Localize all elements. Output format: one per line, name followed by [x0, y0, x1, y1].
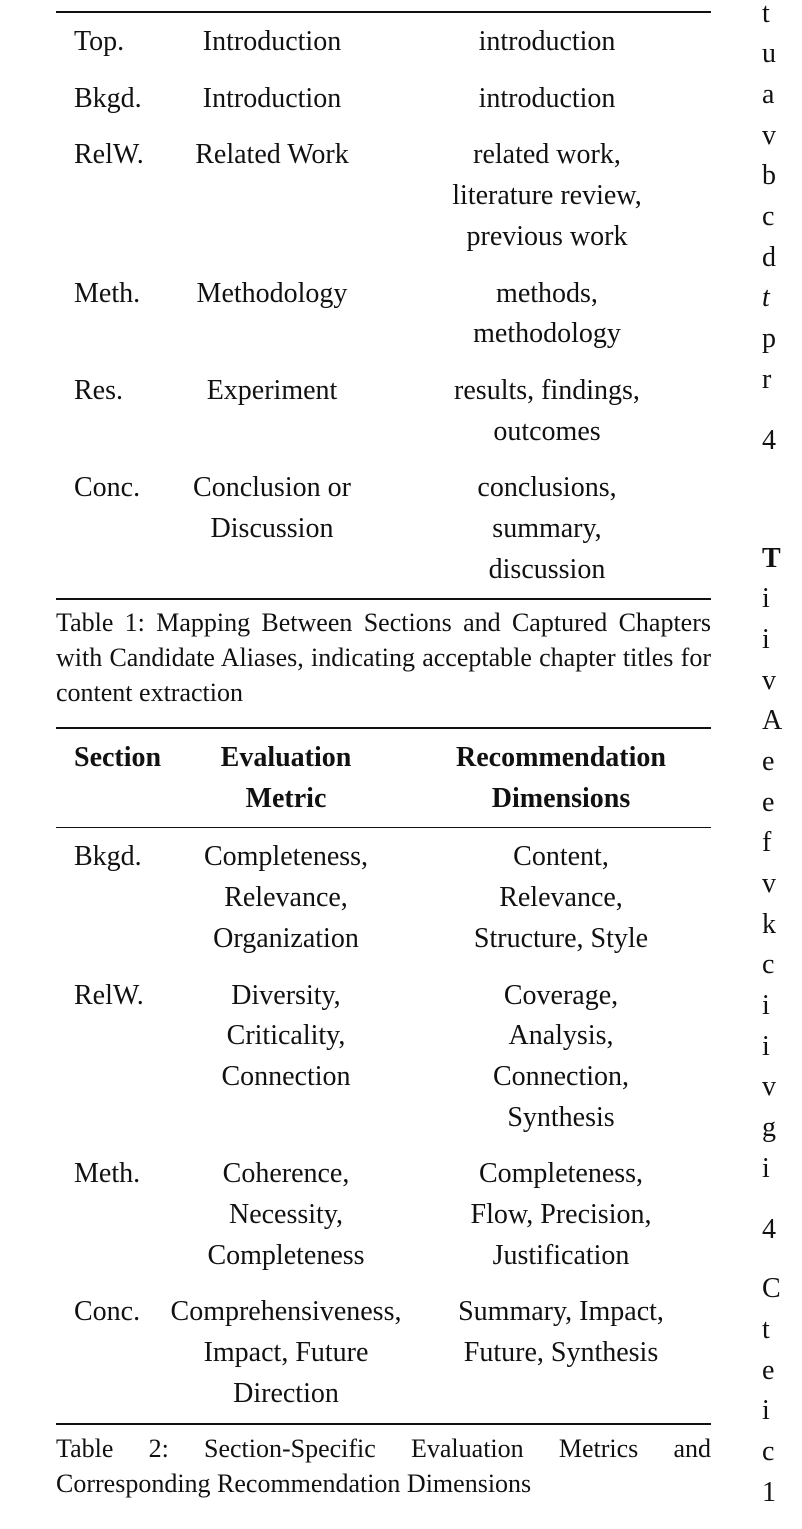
table-1 [56, 11, 711, 600]
caption-text: Table 1: Mapping Between Sections and Captured Chapters with Candidate Aliases, indicating acceptable chapter titles for content extraction [56, 608, 711, 707]
aliases-cell [383, 371, 711, 468]
cutoff-text-fragment: A [762, 705, 783, 736]
metric-text: Comprehensiveness, [170, 1296, 402, 1328]
chapter-text: Methodology [196, 277, 348, 309]
dimension-text: Relevance, [499, 882, 623, 914]
dimension-text: Flow, Precision, [470, 1199, 652, 1231]
cutoff-text-fragment: k [762, 909, 776, 940]
table-row [56, 828, 711, 976]
dimension-text: Synthesis [507, 1101, 615, 1133]
metric-text: Necessity, [228, 1199, 344, 1231]
alias-text: methods, [496, 277, 598, 309]
header-text: Dimensions [491, 782, 631, 814]
cutoff-text-fragment: e [762, 787, 775, 818]
dimensions-cell [411, 1154, 711, 1292]
dimension-text: Coverage, [503, 979, 619, 1011]
alias-text: summary, [492, 513, 602, 545]
cutoff-text-fragment: u [762, 38, 776, 69]
table-2-caption [56, 1431, 711, 1501]
cutoff-text-fragment: t [762, 0, 770, 29]
dimension-text: Connection, [492, 1060, 630, 1092]
cutoff-text-fragment: d [762, 242, 776, 273]
alias-text: discussion [488, 553, 606, 585]
cutoff-text-fragment: e [762, 1355, 775, 1386]
cutoff-text-fragment: e [762, 746, 775, 777]
header-text: Evaluation [220, 742, 352, 773]
cutoff-text-fragment: v [762, 120, 776, 151]
header-text: Recommendation [456, 742, 666, 773]
table-row [56, 468, 711, 599]
metric-text: Completeness, [203, 841, 369, 873]
table-row [56, 274, 711, 371]
cutoff-text-fragment: f [762, 827, 772, 858]
cutoff-text-fragment: i [762, 990, 770, 1021]
alias-text: introduction [478, 26, 616, 57]
cutoff-text-fragment: 4 [762, 425, 776, 456]
alias-text: related work, [473, 139, 621, 171]
cutoff-text-fragment: c [762, 201, 775, 232]
section-cell: Top. [74, 26, 125, 57]
metric-text: Completeness [207, 1239, 365, 1271]
table-row [56, 12, 711, 79]
alias-text: introduction [478, 82, 616, 114]
section-cell: Res. [74, 374, 123, 406]
cutoff-text-fragment: 4 [762, 1214, 776, 1245]
dimension-text: Future, Synthesis [463, 1337, 659, 1369]
metric-text: Connection [221, 1060, 351, 1092]
chapter-cell [161, 12, 383, 79]
table-row [56, 1154, 711, 1292]
chapter-text: Conclusion or [193, 472, 351, 504]
caption-text: Table 2: Section-Specific Evaluation Metrics and Corresponding Recommendation Dimensions [56, 1434, 711, 1498]
cutoff-text-fragment: t [762, 1314, 770, 1345]
cutoff-text-fragment: a [762, 79, 775, 110]
dimensions-cell [411, 828, 711, 976]
header-text: Metric [245, 782, 327, 814]
aliases-cell [383, 135, 711, 273]
alias-text: conclusions, [477, 472, 617, 504]
metric-cell [161, 976, 411, 1155]
metric-text: Criticality, [226, 1020, 346, 1052]
table-1-caption [56, 605, 711, 710]
table-row [56, 135, 711, 273]
cutoff-text-fragment: i [762, 1395, 770, 1426]
dimension-text: Summary, Impact, [458, 1296, 664, 1328]
chapter-text: Introduction [202, 26, 342, 57]
cutoff-text-fragment: v [762, 665, 776, 696]
alias-text: methodology [473, 318, 621, 350]
cutoff-text-fragment: t [762, 282, 770, 313]
cutoff-text-fragment: v [762, 1071, 776, 1102]
section-cell: Bkgd. [74, 841, 142, 873]
chapter-text: Related Work [195, 139, 349, 171]
cutoff-text-fragment: g [762, 1112, 776, 1143]
cutoff-text-fragment: i [762, 624, 770, 655]
table-row [56, 1292, 711, 1423]
cutoff-text-fragment: C [762, 1273, 781, 1304]
cutoff-text-fragment: p [762, 323, 776, 354]
alias-text: results, findings, [454, 374, 640, 406]
chapter-cell [161, 135, 383, 273]
dimensions-cell [411, 976, 711, 1155]
cutoff-text-fragment: i [762, 1153, 770, 1184]
section-cell: Conc. [56, 468, 161, 599]
cutoff-text-fragment: i [762, 1031, 770, 1062]
table-2 [56, 727, 711, 1425]
header-text: Section [74, 742, 162, 773]
chapter-text: Experiment [206, 374, 338, 406]
table-row [56, 371, 711, 468]
header-row [56, 728, 711, 828]
chapter-text: Introduction [202, 82, 342, 114]
dimension-text: Content, [513, 841, 609, 873]
metric-cell [161, 1154, 411, 1292]
chapter-cell [161, 371, 383, 468]
metric-text: Organization [213, 922, 359, 954]
section-cell: Meth. [74, 277, 141, 309]
section-cell: Bkgd. [74, 82, 142, 114]
metric-text: Direction [233, 1377, 339, 1409]
dimension-text: Completeness, [478, 1158, 644, 1190]
header-section [56, 728, 161, 828]
section-cell: Meth. [74, 1158, 141, 1190]
cutoff-text-fragment: c [762, 1436, 775, 1467]
header-dimensions [411, 728, 711, 828]
cutoff-text-fragment: v [762, 868, 776, 899]
aliases-cell [383, 468, 711, 599]
aliases-cell [383, 12, 711, 79]
alias-text: literature review, [452, 180, 642, 212]
header-metric [161, 728, 411, 828]
cutoff-text-fragment: 1 [762, 1477, 776, 1508]
cutoff-text-fragment: b [762, 160, 776, 191]
dimensions-cell [411, 1292, 711, 1423]
aliases-cell [383, 274, 711, 371]
section-cell: RelW. [74, 139, 144, 171]
table-row [56, 79, 711, 136]
cutoff-text-fragment: T [762, 543, 781, 574]
chapter-cell [161, 79, 383, 136]
table-row [56, 976, 711, 1155]
cutoff-text-fragment: c [762, 949, 775, 980]
cutoff-text-fragment: r [762, 364, 772, 395]
dimension-text: Structure, Style [473, 922, 649, 954]
section-cell: RelW. [74, 979, 144, 1011]
dimension-text: Analysis, [508, 1020, 614, 1052]
metric-cell [161, 1292, 411, 1423]
metric-text: Impact, Future [203, 1337, 369, 1369]
aliases-cell [383, 79, 711, 136]
metric-cell [161, 828, 411, 976]
section-cell: Conc. [56, 1292, 161, 1423]
cutoff-text-fragment: i [762, 583, 770, 614]
metric-text: Relevance, [224, 882, 348, 914]
metric-text: Diversity, [231, 979, 341, 1011]
chapter-cell [161, 468, 383, 599]
metric-text: Coherence, [222, 1158, 350, 1190]
dimension-text: Justification [492, 1239, 630, 1271]
alias-text: previous work [466, 220, 628, 252]
chapter-cell [161, 274, 383, 371]
chapter-text: Discussion [210, 513, 334, 545]
alias-text: outcomes [493, 415, 601, 447]
